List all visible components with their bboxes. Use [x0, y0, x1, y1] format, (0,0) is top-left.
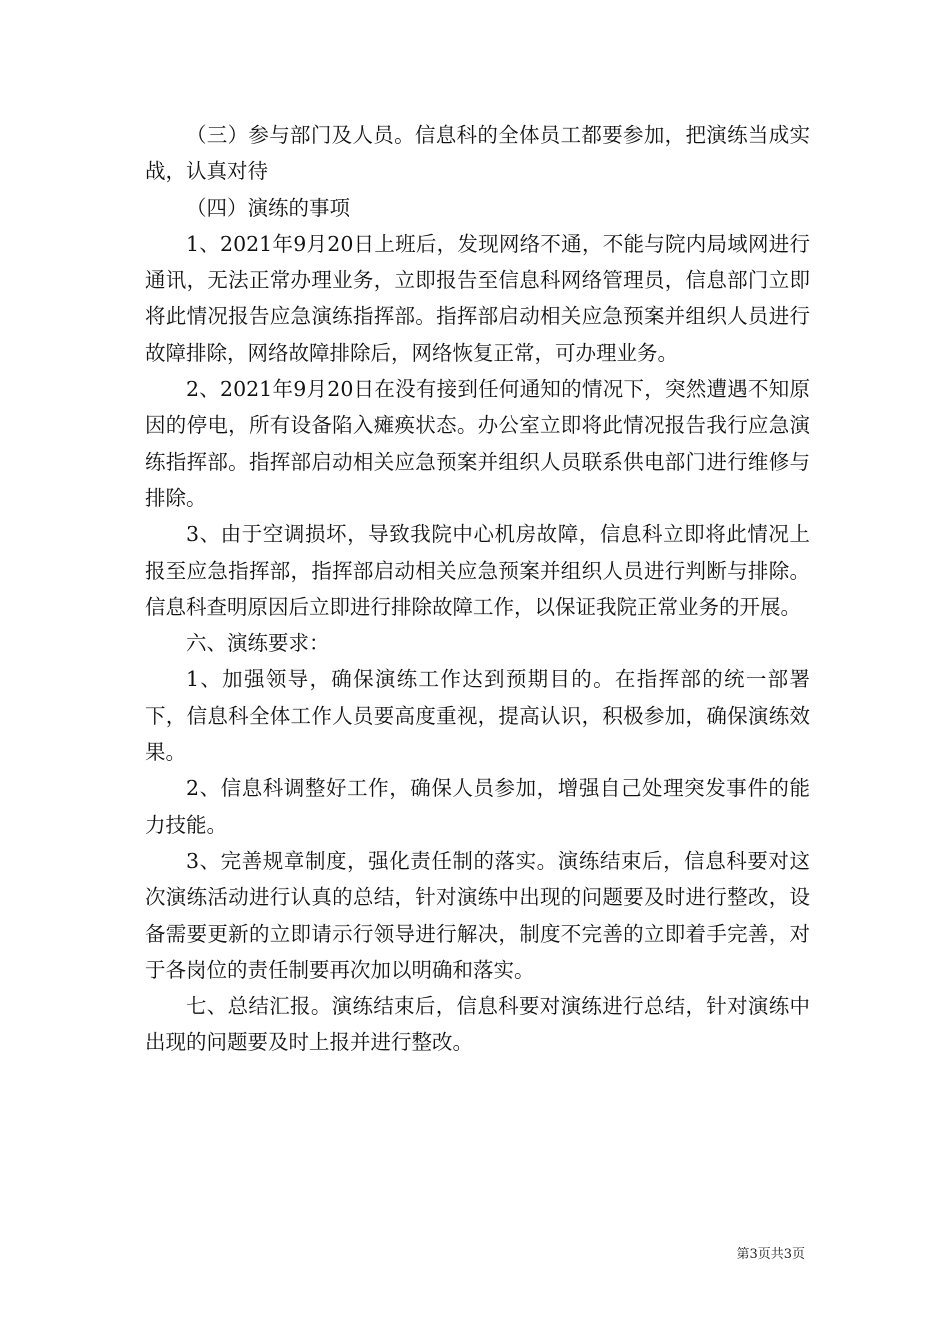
paragraph-requirement-rules: 3、完善规章制度，强化责任制的落实。演练结束后，信息科要对这次演练活动进行认真的总结，针对演练中出现的问题要及时进行整改，设备需要更新的立即请示行领导进行解决，制度不完善的立即着手完善，对于各岗位的责任制要再次加以明确和落实。 [145, 848, 810, 982]
paragraph-summary-report: 七、总结汇报。演练结束后，信息科要对演练进行总结，针对演练中出现的问题要及时上报并进行整改。 [145, 994, 810, 1055]
paragraph-requirements-heading: 六、演练要求： [186, 631, 330, 656]
document-body [145, 117, 810, 1061]
page-number: 第3页共3页 [736, 1247, 805, 1262]
paragraph-item-power: 2、2021年9月20日在没有接到任何通知的情况下，突然遭遇不知原因的停电，所有设备陷入瘫痪状态。办公室立即将此情况报告我行应急演练指挥部。指挥部启动相关应急预案并组织人员联系供电部门进行维修与排除。 [145, 377, 810, 510]
paragraph-requirement-leadership: 1、加强领导，确保演练工作达到预期目的。在指挥部的统一部署下，信息科全体工作人员要高度重视，提高认识，积极参加，确保演练效果。 [145, 667, 810, 765]
paragraph-participants: （三）参与部门及人员。信息科的全体员工都要参加，把演练当成实战，认真对待 [145, 123, 810, 184]
paragraph-item-aircon: 3、由于空调损坏，导致我院中心机房故障，信息科立即将此情况上报至应急指挥部，指挥部启动相关应急预案并组织人员进行判断与排除。信息科查明原因后立即进行排除故障工作，以保证我院正常业务的开展。 [145, 522, 810, 619]
paragraph-requirement-staffing: 2、信息科调整好工作，确保人员参加，增强自己处理突发事件的能力技能。 [145, 776, 810, 837]
paragraph-item-network: 1、2021年9月20日上班后，发现网络不通，不能与院内局域网进行通讯，无法正常办理业务，立即报告至信息科网络管理员，信息部门立即将此情况报告应急演练指挥部。指挥部启动相关应急预案并组织人员进行故障排除，网络故障排除后，网络恢复正常，可办理业务。 [145, 231, 810, 365]
paragraph-drill-items-heading: （四）演练的事项 [186, 195, 350, 220]
